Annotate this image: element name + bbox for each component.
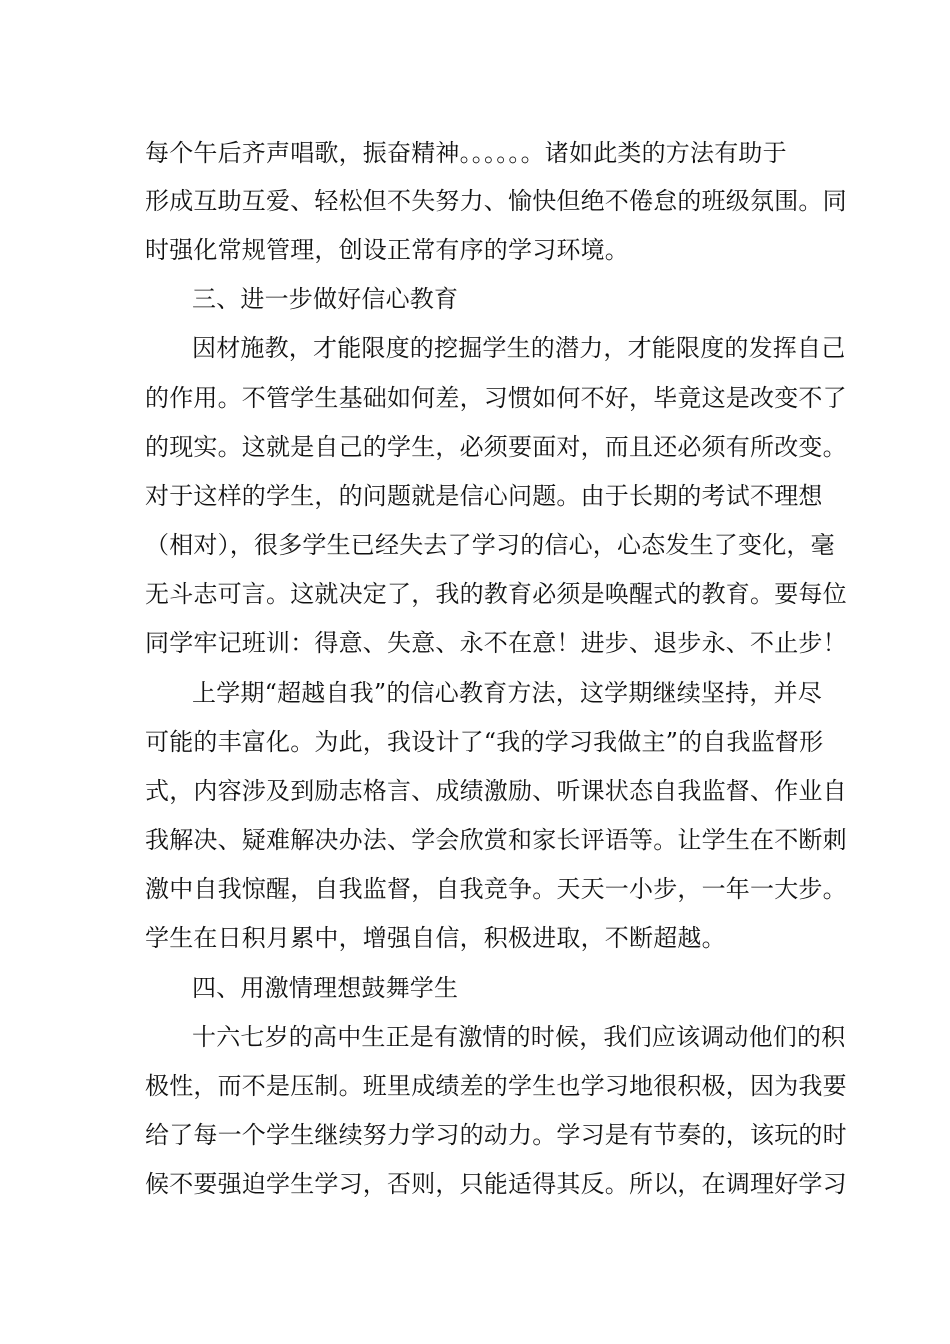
text-line: 同学牢记班训：得意、失意、永不在意！进步、退步永、不止步！ [145,629,847,657]
text-line: 十六七岁的高中生正是有激情的时候，我们应该调动他们的积 [192,1023,846,1051]
text-line: 候不要强迫学生学习，否则，只能适得其反。所以，在调理好学习 [145,1170,847,1198]
text-line: （相对），很多学生已经失去了学习的信心，心态发生了变化，毫 [145,531,835,559]
section-heading: 三、进一步做好信心教育 [192,285,459,313]
text-line: 的现实。这就是自己的学生，必须要面对，而且还必须有所改变。 [145,433,847,461]
text-line: 形成互助互爱、轻松但不失努力、愉快但绝不倦怠的班级氛围。同 [145,187,847,215]
text-line: 无斗志可言。这就决定了，我的教育必须是唤醒式的教育。要每位 [145,580,847,608]
text-line: 学生在日积月累中，增强自信，积极进取，不断超越。 [145,924,726,952]
text-line: 因材施教，才能限度的挖掘学生的潜力，才能限度的发挥自己 [192,334,846,362]
text-line: 每个午后齐声唱歌，振奋精神。。。。。。诸如此类的方法有助于 [145,139,787,167]
text-line: 激中自我惊醒，自我监督，自我竞争。天天一小步，一年一大步。 [145,875,847,903]
text-line: 可能的丰富化。为此，我设计了“我的学习我做主”的自我监督形 [145,728,824,756]
text-line: 极性，而不是压制。班里成绩差的学生也学习地很积极，因为我要 [145,1072,847,1100]
text-line: 我解决、疑难解决办法、学会欣赏和家长评语等。让学生在不断刺 [145,826,847,854]
text-line: 式，内容涉及到励志格言、成绩激励、听课状态自我监督、作业自 [145,777,847,805]
section-heading: 四、用激情理想鼓舞学生 [192,974,459,1002]
text-line: 对于这样的学生，的问题就是信心问题。由于长期的考试不理想 [145,482,823,510]
text-line: 的作用。不管学生基础如何差，习惯如何不好，毕竟这是改变不了 [145,384,847,412]
text-line: 给了每一个学生继续努力学习的动力。学习是有节奏的，该玩的时 [145,1121,847,1149]
text-line: 时强化常规管理，创设正常有序的学习环境。 [145,236,629,264]
text-line: 上学期“超越自我”的信心教育方法，这学期继续坚持，并尽 [192,679,822,707]
